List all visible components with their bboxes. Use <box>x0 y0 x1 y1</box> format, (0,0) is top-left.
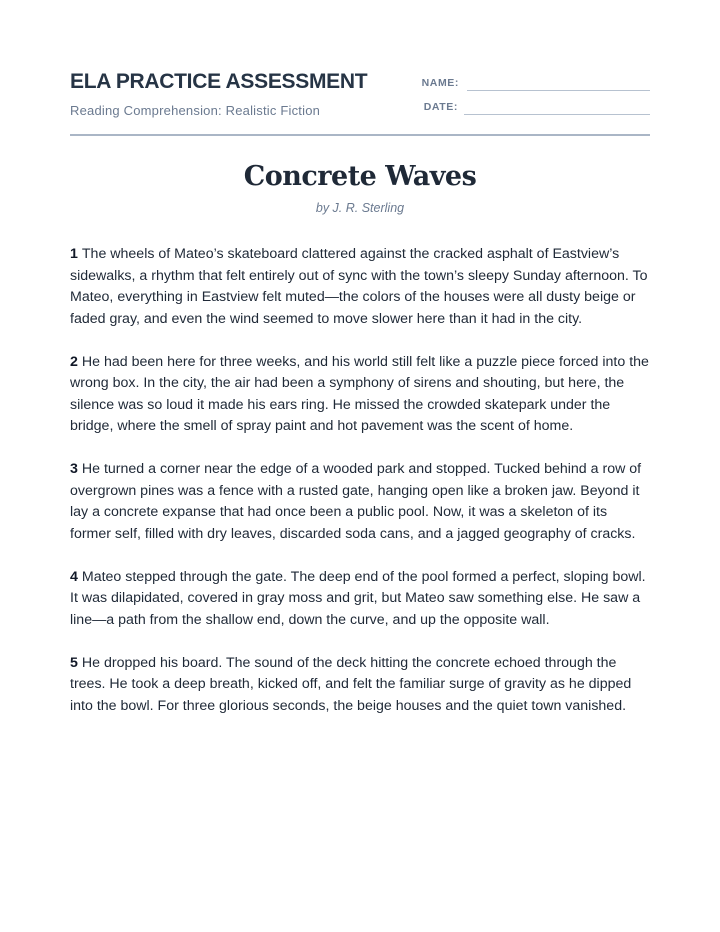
assessment-header <box>70 0 650 136</box>
paragraph-number: 4 <box>70 568 78 585</box>
paragraph <box>70 352 652 438</box>
paragraph-number: 3 <box>70 461 78 477</box>
paragraph <box>70 459 652 545</box>
paragraph-number: 2 <box>70 353 78 370</box>
paragraph <box>70 653 652 718</box>
paragraph <box>70 244 652 330</box>
name-field[interactable] <box>467 90 650 91</box>
date-label: DATE: <box>423 101 458 113</box>
paragraph-text: Mateo stepped through the gate. The deep end of the pool formed a perfect, sloping bowl. It was dilapidated, covered in gray moss and grit, but Mateo saw something else. He saw a line—a path from the shallow end, down the curve, and up the opposite wall. <box>70 568 646 628</box>
reading-passage <box>70 244 652 739</box>
paragraph <box>70 567 652 632</box>
assessment-subtitle: Reading Comprehension: Realistic Fiction <box>70 103 321 118</box>
story-title: Concrete Waves <box>243 161 477 192</box>
paragraph-text: He had been here for three weeks, and his world still felt like a puzzle piece forced into the wrong box. In the city, the air had been a symphony of sirens and shouting, but here, the silence was so loud it made his ears ring. He missed the crowded skatepark under the bridge, where the smell of spray paint and hot pavement was the scent of home. <box>70 353 649 434</box>
assessment-page <box>70 0 650 714</box>
paragraph-number: 5 <box>70 654 78 671</box>
name-label: NAME: <box>421 77 459 89</box>
date-field[interactable] <box>464 114 650 115</box>
paragraph-text: The wheels of Mateo’s skateboard clattered against the cracked asphalt of Eastview’s sidewalks, a rhythm that felt entirely out of sync with the town’s sleepy Sunday afternoon. To Mateo, everything in Eastview felt muted—the colors of the houses were all dusty beige or faded gray, and even the wind seemed to move slower here than it had in the city. <box>70 246 648 327</box>
assessment-title: ELA PRACTICE ASSESSMENT <box>70 70 368 93</box>
paragraph-text: He dropped his board. The sound of the deck hitting the concrete echoed through the trees. He took a deep breath, kicked off, and felt the familiar surge of gravity as he dipped into the bowl. For three glorious seconds, the beige houses and the quiet town vanished. <box>70 654 632 714</box>
paragraph-number: 1 <box>70 246 78 262</box>
story-author: by J. R. Sterling <box>315 201 405 215</box>
paragraph-text: He turned a corner near the edge of a wooded park and stopped. Tucked behind a row of overgrown pines was a fence with a rusted gate, hanging open like a broken jaw. Beyond it lay a concrete expanse that had once been a public pool. Now, it was a skeleton of its former self, filled with dry leaves, discarded soda cans, and a jagged geography of cracks. <box>70 461 642 542</box>
